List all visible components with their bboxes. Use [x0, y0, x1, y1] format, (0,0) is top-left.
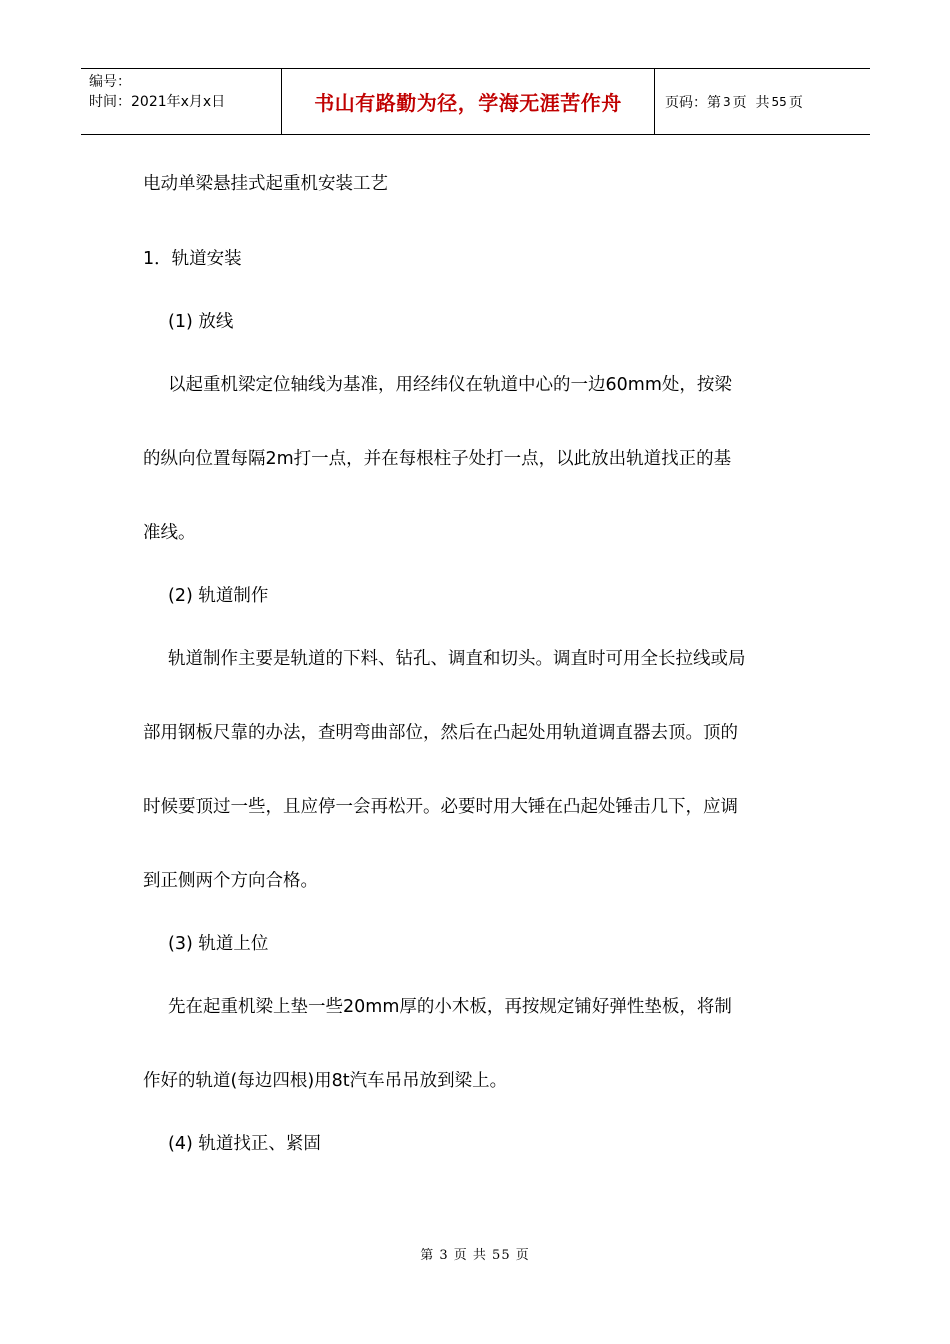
paragraph-line: 准线。	[143, 523, 196, 543]
page-mid: 页 共	[732, 94, 770, 111]
header-motto-cell	[282, 69, 655, 134]
subsection-heading: (2) 轨道制作	[168, 586, 269, 606]
subsection-heading: (1) 放线	[168, 312, 234, 332]
page-footer: 第 3 页 共 55 页	[420, 1248, 530, 1263]
paragraph-line: 到正侧两个方向合格。	[143, 871, 318, 891]
page-suffix: 页	[788, 94, 803, 111]
header-page-cell	[655, 69, 870, 134]
paragraph-line: 作好的轨道(每边四根)用8t汽车吊吊放到梁上。	[143, 1071, 508, 1091]
paragraph-line: 轨道制作主要是轨道的下料、钻孔、调直和切头。调直时可用全长拉线或局	[168, 649, 746, 669]
subsection-heading: (3) 轨道上位	[168, 934, 269, 954]
section-heading: 1．轨道安装	[143, 249, 242, 269]
motto-text: 书山有路勤为径，学海无涯苦作舟	[314, 91, 622, 115]
paragraph-line: 部用钢板尺靠的办法，查明弯曲部位，然后在凸起处用轨道调直器去顶。顶的	[143, 723, 738, 743]
paragraph-line: 先在起重机梁上垫一些20mm厚的小木板，再按规定铺好弹性垫板，将制	[168, 997, 732, 1017]
paragraph-line: 以起重机梁定位轴线为基准，用经纬仪在轨道中心的一边60mm处，按梁	[168, 375, 732, 395]
page-current: 3	[723, 94, 731, 109]
page-header	[81, 68, 870, 135]
date-label: 时间：2021年x月x日	[89, 94, 226, 110]
paragraph-line: 的纵向位置每隔2m打一点，并在每根柱子处打一点，以此放出轨道找正的基	[143, 449, 732, 469]
doc-title: 电动单梁悬挂式起重机安装工艺	[143, 174, 388, 194]
paragraph-line: 时候要顶过一些，且应停一会再松开。必要时用大锤在凸起处锤击几下，应调	[143, 797, 738, 817]
subsection-heading: (4) 轨道找正、紧固	[168, 1134, 321, 1154]
header-meta-cell	[81, 69, 282, 134]
page-prefix: 页码：第	[665, 94, 721, 111]
page-total: 55	[771, 94, 787, 109]
number-label: 编号：	[89, 74, 131, 90]
